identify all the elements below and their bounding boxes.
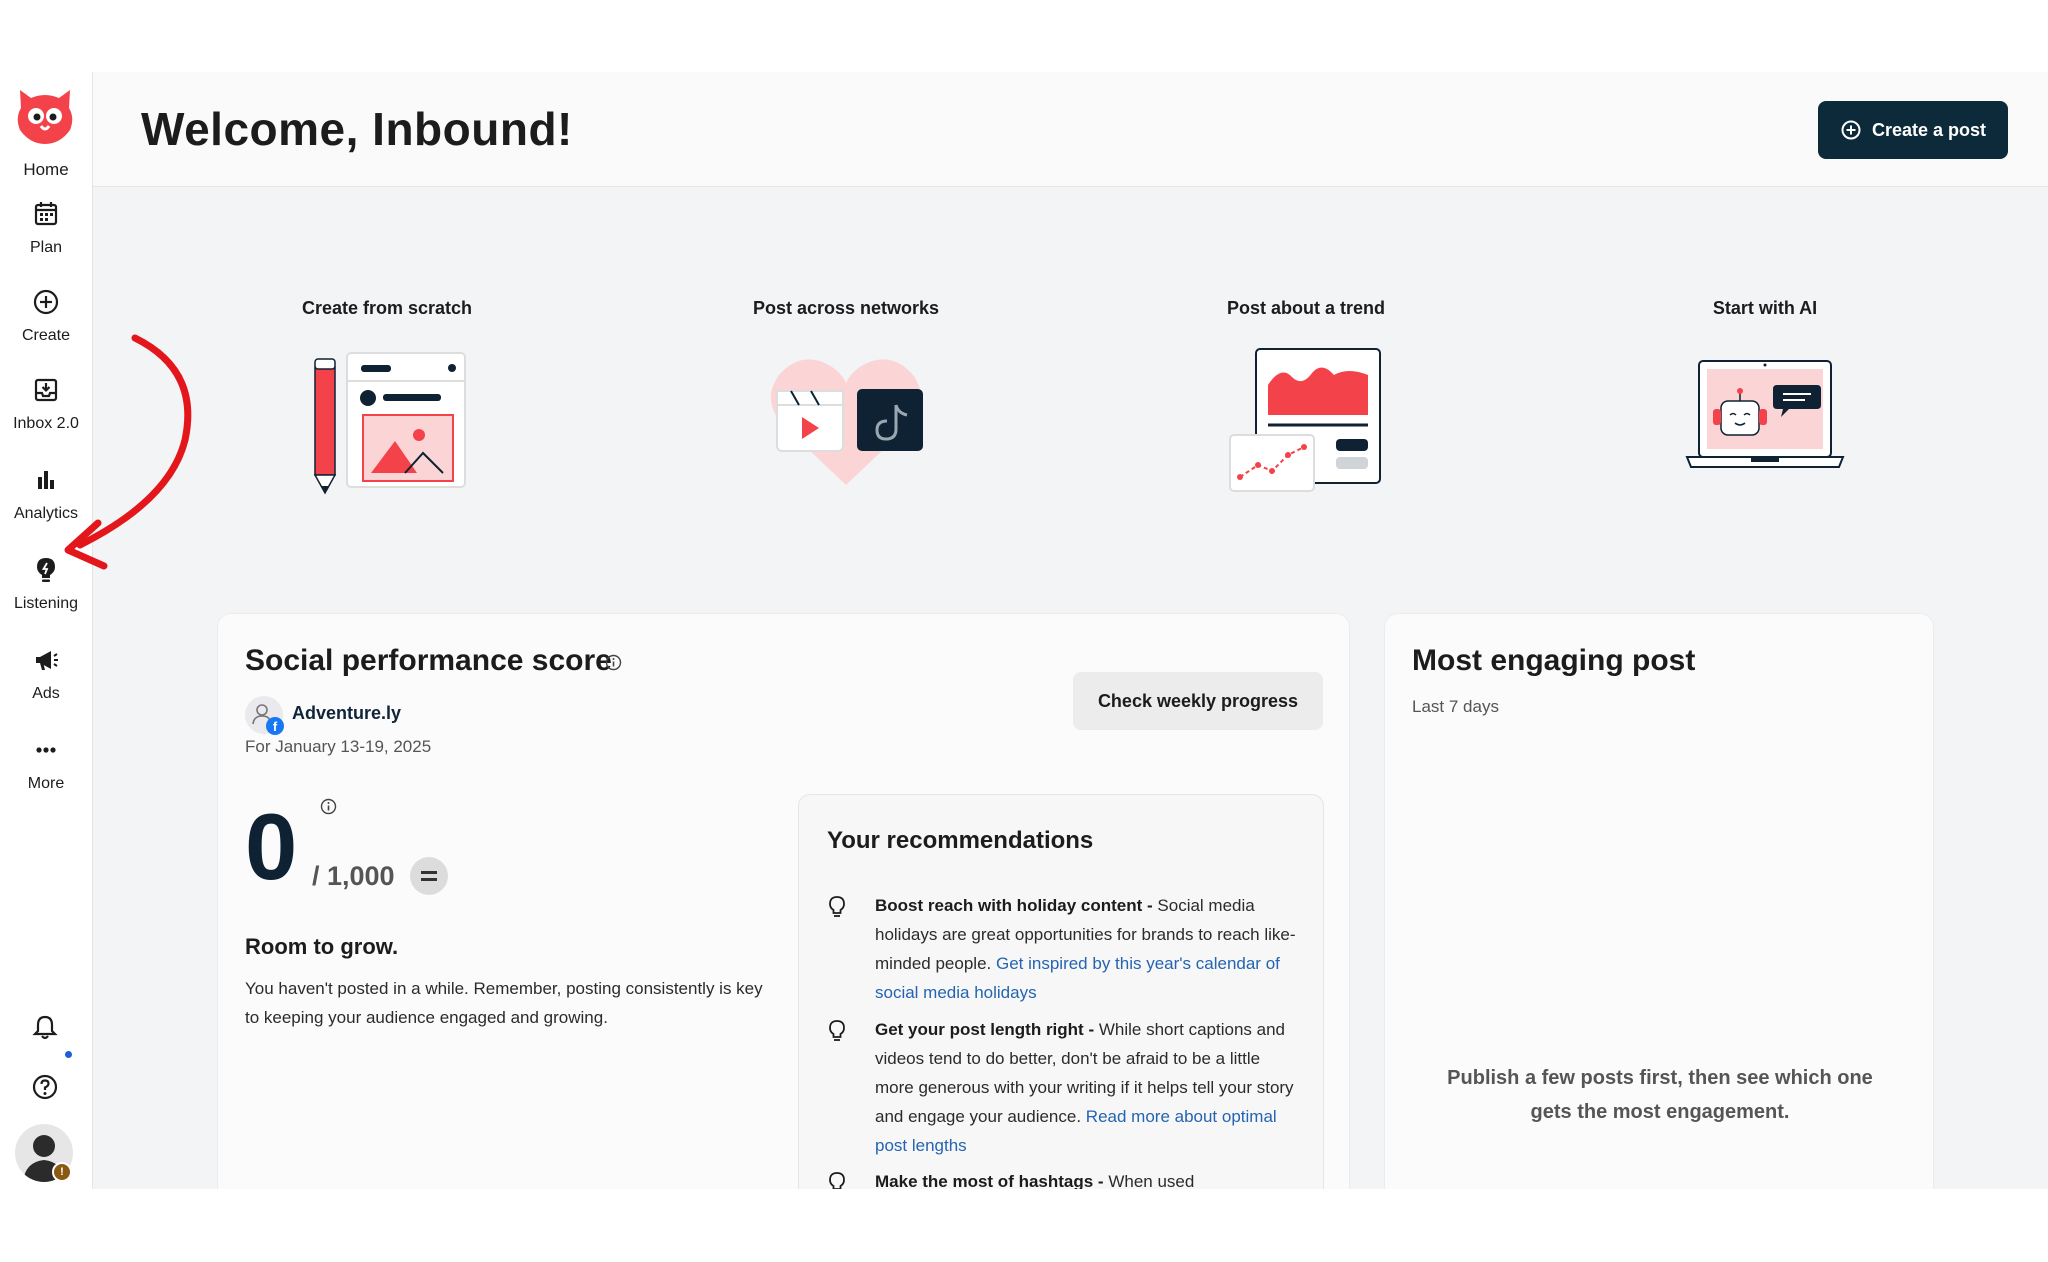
sidebar-item-label: More (27, 775, 65, 792)
annotation-arrow-icon (60, 330, 200, 600)
avatar-warning-badge: ! (52, 1162, 72, 1182)
score-status-description: You haven't posted in a while. Remember, posting consistently is key to keeping your audience engaged and growing. (245, 979, 763, 1027)
create-post-label: Create a post (1871, 119, 1987, 140)
holiday-calendar-link[interactable]: Get inspired by this year's calendar of social media holidays (875, 954, 1280, 1002)
lightbulb-icon (827, 1019, 847, 1043)
sidebar-item-more[interactable] (0, 735, 92, 793)
lightbulb-icon (827, 1171, 847, 1189)
recommendation-item (827, 1015, 1297, 1160)
help-circle-icon[interactable] (30, 1072, 60, 1102)
score-period: For January 13-19, 2025 (245, 737, 432, 756)
quick-start-start-with-ai[interactable] (1615, 298, 1915, 475)
recommendation-item (827, 891, 1297, 1007)
lightbulb-icon (827, 895, 847, 919)
recommendation-body: When used (1103, 1172, 1195, 1189)
sidebar-item-label: Inbox 2.0 (13, 415, 79, 432)
ai-laptop-robot-icon (1685, 345, 1845, 475)
social-networks-heart-icon (761, 345, 931, 495)
recommendation-body: Social media holidays are great opportunities for brands to reach like-minded people. (875, 896, 1296, 973)
info-icon[interactable] (605, 654, 622, 671)
quick-start-post-across-networks[interactable] (696, 298, 996, 495)
panel-title: Social performance score (245, 644, 612, 677)
recommendation-heading: Get your post length right - (875, 1020, 1095, 1039)
panel-title: Most engaging post (1412, 644, 1696, 677)
score-status-title: Room to grow. (245, 934, 399, 959)
sidebar-item-ads[interactable] (0, 645, 92, 703)
facebook-icon: f (266, 717, 284, 735)
panel-subtitle: Last 7 days (1412, 697, 1499, 716)
sidebar-item-label: Analytics (13, 505, 79, 522)
page-header (93, 72, 2048, 187)
sidebar-item-label: Listening (13, 595, 79, 612)
sidebar-item-label: Ads (32, 685, 60, 702)
plus-circle-icon (1840, 119, 1862, 141)
page-title: Welcome, Inbound! (141, 103, 573, 155)
plus-circle-icon (31, 287, 61, 317)
quick-start-post-about-a-trend[interactable] (1156, 298, 1456, 495)
trend-dashboard-icon (1226, 345, 1386, 495)
most-engaging-post-panel (1384, 613, 1934, 1189)
recommendations-box (798, 794, 1324, 1189)
notification-dot (65, 1051, 72, 1058)
score-max: / 1,000 (312, 861, 395, 891)
quick-start-label: Post about a trend (1226, 298, 1385, 318)
owl-logo-icon[interactable] (14, 86, 76, 146)
post-length-link[interactable]: Read more about optimal post lengths (875, 1107, 1277, 1155)
quick-start-label: Create from scratch (301, 298, 473, 318)
sidebar-item-home-label[interactable]: Home (23, 160, 69, 179)
calendar-icon (31, 199, 61, 229)
info-icon[interactable] (320, 798, 337, 815)
pencil-and-page-icon (307, 345, 467, 495)
sidebar-item-label: Create (21, 327, 71, 344)
recommendation-body: While short captions and videos tend to do better, don't be afraid to be a little more generous with your writing if it helps tell your story and engage your audience. (875, 1020, 1294, 1126)
sidebar-item-plan[interactable] (0, 199, 92, 257)
quick-start-label: Start with AI (1712, 298, 1818, 318)
recommendation-heading: Boost reach with holiday content - (875, 896, 1153, 915)
lightbulb-icon (31, 555, 61, 585)
create-post-button[interactable] (1818, 101, 2008, 159)
bell-icon[interactable] (30, 1013, 60, 1043)
bar-chart-icon (31, 465, 61, 495)
empty-state-text: Publish a few posts first, then see which one gets the most engagement. (1447, 1067, 1873, 1123)
account-name[interactable]: Adventure.ly (292, 703, 402, 723)
sidebar (0, 72, 93, 1189)
quick-start-label: Post across networks (752, 298, 940, 318)
recommendations-title: Your recommendations (827, 827, 1094, 854)
app-window (0, 72, 2048, 1189)
check-weekly-progress-button[interactable]: Check weekly progress (1073, 672, 1323, 730)
recommendation-heading: Make the most of hashtags - (875, 1172, 1104, 1189)
megaphone-icon (31, 645, 61, 675)
social-performance-panel (217, 613, 1350, 1189)
ellipsis-icon (31, 735, 61, 765)
inbox-icon (31, 375, 61, 405)
sidebar-item-label: Plan (29, 239, 63, 256)
quick-start-create-from-scratch[interactable] (237, 298, 537, 495)
recommendation-item (827, 1167, 1297, 1189)
equal-trend-icon (410, 857, 448, 895)
score-value: 0 (245, 794, 298, 899)
